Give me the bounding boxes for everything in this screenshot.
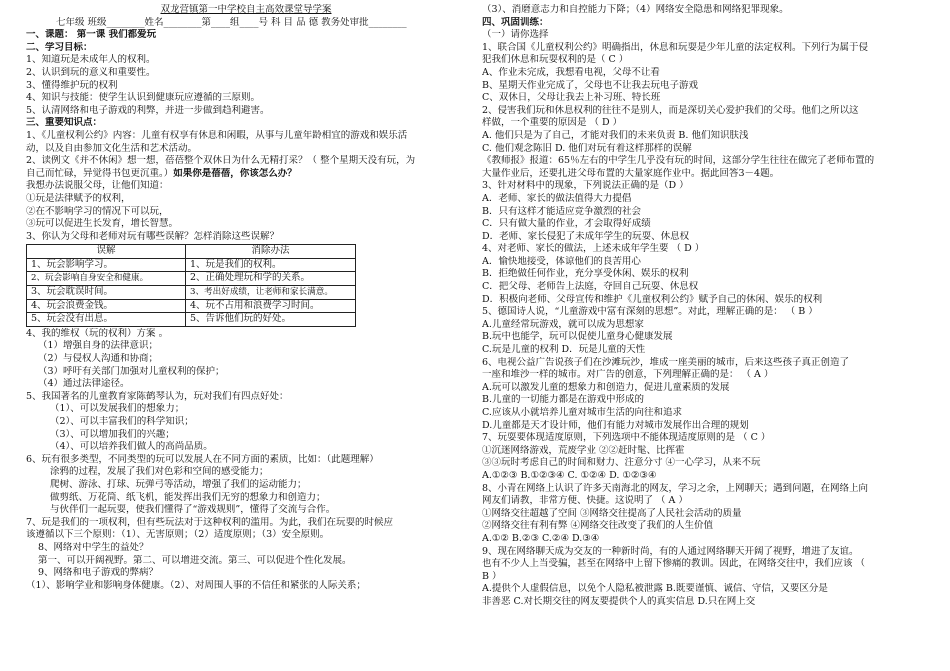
exercise-line: A．老师、家长的做法值得大力提倡 [482, 192, 632, 204]
exercise-line: C．把父母、老师告上法庭，夺回自己玩耍、休息权 [482, 281, 699, 293]
exercise-line: A、作业未完成，我想看电视，父母不让看 [482, 66, 660, 78]
right-column [482, 4, 934, 609]
kp2-answer-item: ③玩可以促进生长发育，增长智慧。 [26, 218, 179, 230]
knowledge-point-6: 6、玩有很多类型，不同类型的玩可以发展人在不同方面的素质，比如：（此题理解） [26, 453, 379, 465]
table-row [27, 258, 356, 272]
goal-item: 5、认清网络和电子游戏的利弊，并进一步做到趋利避害。 [26, 104, 270, 116]
knowledge-point-5: 5、我国著名的儿童教育家陈鹤琴认为，玩对我们有四点好处： [26, 390, 289, 402]
kp4-item: （4）通过法律途径。 [38, 378, 130, 390]
exercise-line: A.①②③ B.①②③④ C. ①②④ D. ①②③④ [482, 469, 657, 481]
exercise-line: 2、侵害我们玩和休息权利的往往不是别人，而是深切关心爱护我们的父母。他们之所以这 [482, 104, 859, 116]
kp6-item: 做剪纸、万花筒、纸飞机，能发挥出我们无穷的想象力和创造力； [50, 491, 326, 503]
student-info-line: 七年级 班级________姓名________第____组____号 科 目 品 德 教务处审批________ [56, 16, 407, 28]
goal-item: 2、认识到玩的意义和重要性。 [26, 66, 156, 78]
exercise-line: C.应该从小就培养儿童对城市生活的向往和追求 [482, 407, 682, 418]
exercise-line: B、星期天作业完成了，父母也不让我去玩电子游戏 [482, 79, 698, 91]
exercise-line: 3、针对材料中的现象，下列说法正确的是（D ） [482, 180, 689, 192]
knowledge-point-4: 4、我的维权（玩的权利）方案 。 [26, 327, 169, 339]
kp8-answer: 第一、可以开阔视野。第二、可以增进交流。第三、可以促进个性化发展。 [38, 554, 352, 566]
knowledge-point-1: 1、《儿童权利公约》内容：儿童有权享有休息和闲暇，从事与儿童年龄相宜的游戏和娱乐活 [26, 129, 408, 141]
exercise-line: 1、联合国《儿童权利公约》明确指出，休息和玩耍是少年儿童的法定权利。下列行为属于侵 [482, 41, 869, 53]
exercise-line: ①网络交往超越了空间 ③网络交往提高了人民社会活动的质量 [482, 507, 742, 519]
knowledge-point-3: 3、你认为父母和老师对玩有哪些误解？怎样消除这些误解？ [26, 230, 280, 242]
exercise-line: 样做，一个重要的原因是 （ D ） [482, 117, 623, 129]
exercise-line: A.①② B.②③ C.②④ D.③④ [482, 532, 600, 544]
table-row [27, 286, 356, 300]
exercise-line: A.儿童经常玩游戏，就可以成为思想家 [482, 318, 644, 330]
exercise-line: 也有不少人上当受骗，甚至在网络中上留下惨痛的教训。因此，在网络交往中，我们应该 （ [482, 558, 866, 570]
exercise-line: D．积极向老师、父母宣传和维护《儿童权利公约》赋予自己的休闲、娱乐的权利 [482, 293, 823, 305]
kp5-item: （1）、可以发展我们的想象力； [50, 403, 185, 415]
exercise-line: 非善恶 C.对长期交往的网友要提供个人的真实信息 D.只在网上交 [482, 595, 756, 607]
knowledge-point-7: 7、玩是我们的一项权利，但有些玩法对于这种权利的滥用。为此，我们在玩耍的时候应 [26, 516, 394, 528]
kp9-answer: （1）、影响学业和影响身体健康。（2）、对周围人事的不信任和紧张的人际关系； [26, 579, 366, 591]
table-cell: 1、玩会影响学习。 [27, 258, 186, 272]
table-cell: 5、玩会没有出息。 [27, 313, 186, 327]
exercise-line: ②网络交往有利有弊 ④网络交往改变了我们的人生价值 [482, 520, 714, 532]
kp6-item: 爬树、游泳、打球、玩弹弓等活动，增强了我们的运动能力； [50, 478, 307, 490]
exercise-line: C．只有做大量的作业，才会取得好成绩 [482, 218, 651, 230]
exercise-line: D.儿童都是天才设计师，他们有能力对城市发展作出合理的规划 [482, 419, 749, 431]
table-cell: 3、玩会耽误时间。 [27, 286, 186, 300]
exercise-line: A.玩可以激发儿童的想象力和创造力，促进儿童素质的发展 [482, 381, 730, 393]
exercise-line: 4、对老师、家长的做法，上述未成年学生要 （ D ） [482, 243, 705, 255]
exercise-line: 9、现在网络聊天成为交友的一种新时尚，有的人通过网络聊天开阔了视野，增进了友谊。 [482, 545, 859, 557]
exercise-line: ①沉迷网络游戏，荒废学业 ②②赶时髦、比挥霍 [482, 444, 685, 456]
exercise-line: C. 他们观念陈旧 D. 他们对玩有着这样那样的误解 [482, 142, 692, 154]
exercise-line: 《教师报》报道：65％左右的中学生几乎没有玩的时间，这部分学生往往在做完了老师布置的 [482, 155, 875, 167]
knowledge-heading: 三、重要知识点： [26, 117, 103, 129]
knowledge-point-1-cont: 动，以及自由参加文化生活和艺术活动。 [26, 142, 198, 154]
knowledge-point-7-cont: 该遵循以下三个原则：（1）、无害原则；（2）适度原则；（3）安全原则。 [26, 529, 330, 541]
exercise-line: 大量作业后，还要扎进父母布置的大量家庭作业中。据此回答3－4题。 [482, 167, 780, 179]
table-cell: 2、正确处理玩和学的关系。 [186, 272, 356, 286]
kp2-question: 如果你是蓓蓓，你该怎么办？ [173, 167, 297, 179]
exercise-line: A. 他们只是为了自己，才能对我们的未来负责 B. 他们知识肤浅 [482, 129, 749, 141]
kp9-answer-cont: （3）、消磨意志力和自控能力下降；（4）网络安全隐患和网络犯罪现象。 [482, 4, 789, 15]
misunderstanding-table [26, 244, 356, 327]
kp2-answer-item: ②在不影响学习的情况下可以玩， [26, 205, 169, 217]
kp4-item: （3）呼吁有关部门加强对儿童权利的保护； [38, 365, 225, 377]
exercise-line: C.玩是儿童的权利 D．玩是儿童的天性 [482, 344, 646, 356]
knowledge-point-2: 2、读例文《并不休闲》想一想，蓓蓓整个双休日为什么无精打采？（ 整个星期天没有玩，为 [26, 155, 416, 167]
table-cell: 3、考出好成绩，让老师和家长满意。 [186, 286, 356, 300]
exercise-lines [482, 42, 934, 609]
exercise-line: 犯我们休息和玩耍权利的是（ C ） [482, 54, 629, 66]
lesson-title: 一、课题： 第一课 我们都爱玩 [26, 29, 157, 41]
exercise-line: A.提供个人虚假信息，以免个人隐私被泄露 B.既要谨慎、诚信、守信，又要区分是 [482, 583, 828, 595]
exercise-line: 7、玩耍要体现适度原则，下列选项中不能体现适度原则的是 （ C ） [482, 432, 771, 444]
exercise-line: B.玩中也能学，玩可以促使儿童身心健康发展 [482, 331, 673, 343]
kp5-item: （2）、可以丰富我们的科学知识； [50, 416, 194, 427]
exercise-line: B．拒绝做任何作业，充分享受休闲、娱乐的权利 [482, 268, 689, 280]
table-header-row [27, 245, 356, 259]
table-header-solution: 消除办法 [186, 245, 356, 259]
kp5-item: （4）、可以培养我们做人的高尚品质。 [50, 441, 213, 453]
knowledge-point-8: 8、网络对中学生的益处？ [38, 541, 149, 553]
knowledge-point-2-cont [26, 168, 466, 181]
kp2-answer-intro: 我想办法说服父母，让他们知道： [26, 180, 169, 192]
table-cell: 2、玩会影响自身安全和健康。 [27, 272, 186, 286]
table-row [27, 299, 356, 313]
kp6-item: 与伙伴们一起玩耍，使我们懂得了“游戏规则”，懂得了交流与合作。 [50, 504, 336, 516]
table-cell: 4、玩不占用和浪费学习时间。 [186, 299, 356, 313]
goals-heading: 二、学习目标： [26, 41, 93, 53]
goal-item: 3、懂得维护玩的权利 [26, 79, 118, 91]
table-header-misunderstanding: 误解 [27, 245, 186, 259]
exercise-line: B.儿童的一切能力都是在游戏中形成的 [482, 394, 645, 406]
exercise-line: D．老师、家长侵犯了未成年学生的玩耍、休息权 [482, 230, 690, 242]
table-row [27, 272, 356, 286]
kp6-item: 涂鸦的过程，发展了我们对色彩和空间的感受能力； [50, 466, 269, 478]
exercise-line: ③③玩时考虑自己的时间和财力、注意分寸 ④一心学习，从来不玩 [482, 457, 761, 469]
exercise-line: 5、德国诗人说，“儿童游戏中富有深刻的思想”。对此，理解正确的是： （ B ） [482, 306, 818, 318]
exercise-line: A．愉快地接受，体谅他们的良苦用心 [482, 255, 641, 267]
exercise-line: B ） [482, 570, 502, 582]
exercise-line: 6、电视公益广告说孩子们在沙滩玩沙，堆成一座美丽的城市，后来这些孩子真正创造了 [482, 356, 850, 368]
exercise-line: B．只有这样才能适应竞争激烈的社会 [482, 205, 641, 217]
knowledge-point-9: 9、网络和电子游戏的弊病？ [38, 567, 159, 579]
left-column [26, 4, 466, 592]
table-cell: 5、告诉他们玩的好处。 [186, 313, 356, 327]
exercise-line: 8、小青在网络上认识了许多天南海北的网友，学习之余，上网聊天；遇到问题，在网络上向 [482, 482, 869, 494]
exercise-line: 一座和堆沙一样的城市。对广告的创意，下列理解正确的是： （ A ） [482, 369, 774, 381]
table-cell: 4、玩会浪费金钱。 [27, 299, 186, 313]
kp2-text: 自己而忙碌，异觉得书包更沉重。） [26, 167, 174, 179]
kp4-item: （2）与侵权人沟通和协商； [38, 353, 159, 365]
exercise-heading: 四、巩固训练： [482, 16, 549, 28]
kp5-item: （3）、可以增加我们的兴趣； [50, 428, 175, 440]
kp4-item: （1）增强自身的法律意识； [38, 340, 159, 352]
goal-item: 1、知道玩是未成年人的权利。 [26, 54, 156, 66]
worksheet-title: 双龙营镇第一中学校自主高效课堂导学案 [160, 4, 332, 15]
kp2-answer-item: ①玩是法律赋予的权利， [26, 192, 131, 204]
table-cell: 1、玩是我们的权利。 [186, 258, 356, 272]
goal-item: 4、知识与技能：使学生认识到健康玩应遵循的三原则。 [26, 92, 261, 104]
exercise-subheading: （一）请你选择 [482, 29, 549, 41]
exercise-line: 网友们请教，非常方便、快捷。这说明了 （ A ） [482, 495, 688, 507]
exercise-line: C、双休日，父母让我去上补习班、特长班 [482, 92, 661, 104]
table-row [27, 313, 356, 327]
